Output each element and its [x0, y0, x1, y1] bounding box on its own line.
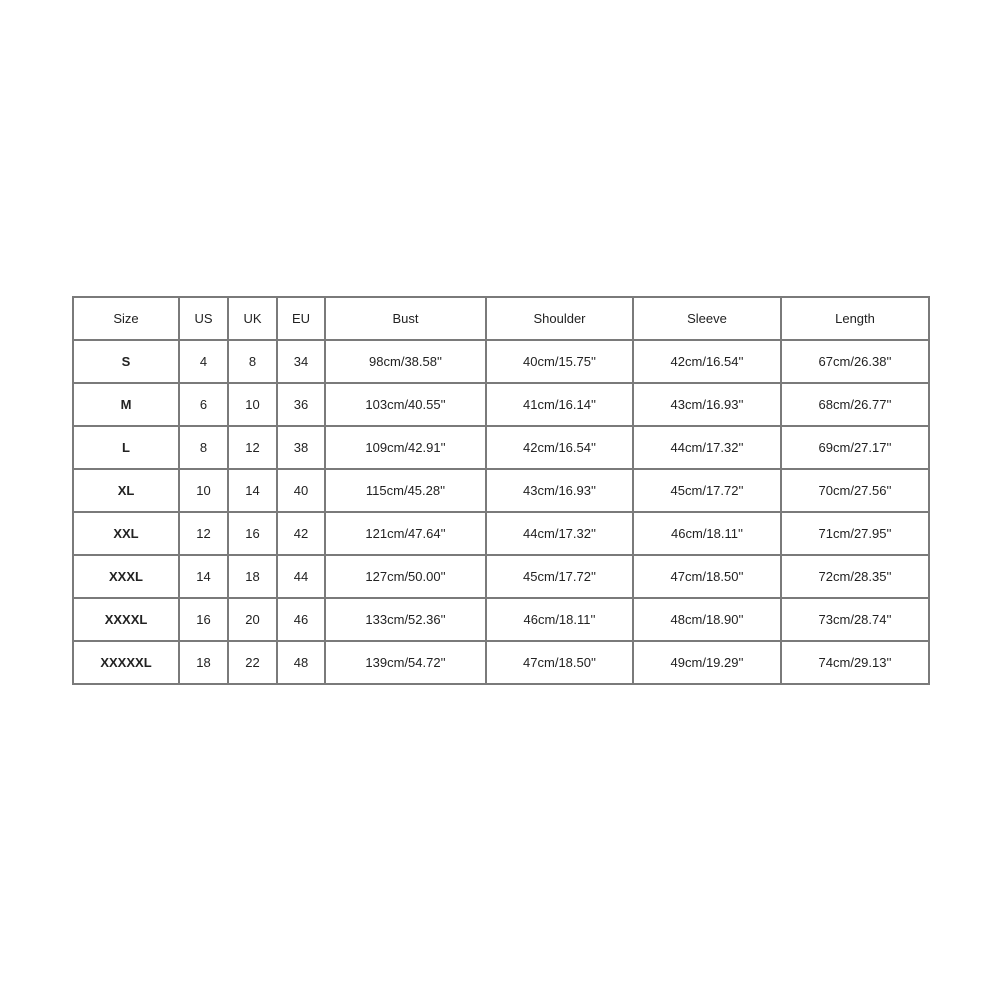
uk-cell: 18 — [228, 555, 277, 598]
uk-cell: 10 — [228, 383, 277, 426]
size-cell: XXXL — [73, 555, 179, 598]
eu-cell: 34 — [277, 340, 325, 383]
us-cell: 10 — [179, 469, 228, 512]
length-cell: 68cm/26.77'' — [781, 383, 929, 426]
header-eu: EU — [277, 297, 325, 340]
us-cell: 6 — [179, 383, 228, 426]
bust-cell: 121cm/47.64'' — [325, 512, 486, 555]
us-cell: 12 — [179, 512, 228, 555]
eu-cell: 42 — [277, 512, 325, 555]
table-row — [73, 383, 929, 426]
sleeve-cell: 46cm/18.11'' — [633, 512, 781, 555]
header-shoulder: Shoulder — [486, 297, 633, 340]
shoulder-cell: 43cm/16.93'' — [486, 469, 633, 512]
size-cell: XXXXXL — [73, 641, 179, 684]
table-row — [73, 340, 929, 383]
header-length: Length — [781, 297, 929, 340]
sleeve-cell: 43cm/16.93'' — [633, 383, 781, 426]
size-cell: S — [73, 340, 179, 383]
header-uk: UK — [228, 297, 277, 340]
header-bust: Bust — [325, 297, 486, 340]
length-cell: 73cm/28.74'' — [781, 598, 929, 641]
uk-cell: 12 — [228, 426, 277, 469]
table-row — [73, 426, 929, 469]
size-cell: M — [73, 383, 179, 426]
us-cell: 14 — [179, 555, 228, 598]
eu-cell: 36 — [277, 383, 325, 426]
size-cell: L — [73, 426, 179, 469]
bust-cell: 115cm/45.28'' — [325, 469, 486, 512]
size-cell: XXL — [73, 512, 179, 555]
header-us: US — [179, 297, 228, 340]
shoulder-cell: 41cm/16.14'' — [486, 383, 633, 426]
sleeve-cell: 45cm/17.72'' — [633, 469, 781, 512]
us-cell: 18 — [179, 641, 228, 684]
uk-cell: 22 — [228, 641, 277, 684]
sleeve-cell: 44cm/17.32'' — [633, 426, 781, 469]
shoulder-cell: 45cm/17.72'' — [486, 555, 633, 598]
sleeve-cell: 48cm/18.90'' — [633, 598, 781, 641]
us-cell: 16 — [179, 598, 228, 641]
length-cell: 67cm/26.38'' — [781, 340, 929, 383]
uk-cell: 20 — [228, 598, 277, 641]
size-chart-table — [72, 296, 930, 685]
length-cell: 72cm/28.35'' — [781, 555, 929, 598]
shoulder-cell: 40cm/15.75'' — [486, 340, 633, 383]
header-sleeve: Sleeve — [633, 297, 781, 340]
table-row — [73, 555, 929, 598]
length-cell: 71cm/27.95'' — [781, 512, 929, 555]
bust-cell: 103cm/40.55'' — [325, 383, 486, 426]
table-row — [73, 598, 929, 641]
us-cell: 8 — [179, 426, 228, 469]
eu-cell: 44 — [277, 555, 325, 598]
bust-cell: 127cm/50.00'' — [325, 555, 486, 598]
eu-cell: 46 — [277, 598, 325, 641]
length-cell: 74cm/29.13'' — [781, 641, 929, 684]
shoulder-cell: 42cm/16.54'' — [486, 426, 633, 469]
us-cell: 4 — [179, 340, 228, 383]
table-row — [73, 512, 929, 555]
eu-cell: 38 — [277, 426, 325, 469]
shoulder-cell: 47cm/18.50'' — [486, 641, 633, 684]
length-cell: 70cm/27.56'' — [781, 469, 929, 512]
bust-cell: 133cm/52.36'' — [325, 598, 486, 641]
shoulder-cell: 44cm/17.32'' — [486, 512, 633, 555]
table-row — [73, 641, 929, 684]
bust-cell: 139cm/54.72'' — [325, 641, 486, 684]
sleeve-cell: 49cm/19.29'' — [633, 641, 781, 684]
shoulder-cell: 46cm/18.11'' — [486, 598, 633, 641]
size-cell: XL — [73, 469, 179, 512]
eu-cell: 40 — [277, 469, 325, 512]
uk-cell: 14 — [228, 469, 277, 512]
size-cell: XXXXL — [73, 598, 179, 641]
bust-cell: 98cm/38.58'' — [325, 340, 486, 383]
header-size: Size — [73, 297, 179, 340]
header-row — [73, 297, 929, 340]
uk-cell: 8 — [228, 340, 277, 383]
length-cell: 69cm/27.17'' — [781, 426, 929, 469]
sleeve-cell: 47cm/18.50'' — [633, 555, 781, 598]
sleeve-cell: 42cm/16.54'' — [633, 340, 781, 383]
eu-cell: 48 — [277, 641, 325, 684]
table-row — [73, 469, 929, 512]
uk-cell: 16 — [228, 512, 277, 555]
bust-cell: 109cm/42.91'' — [325, 426, 486, 469]
